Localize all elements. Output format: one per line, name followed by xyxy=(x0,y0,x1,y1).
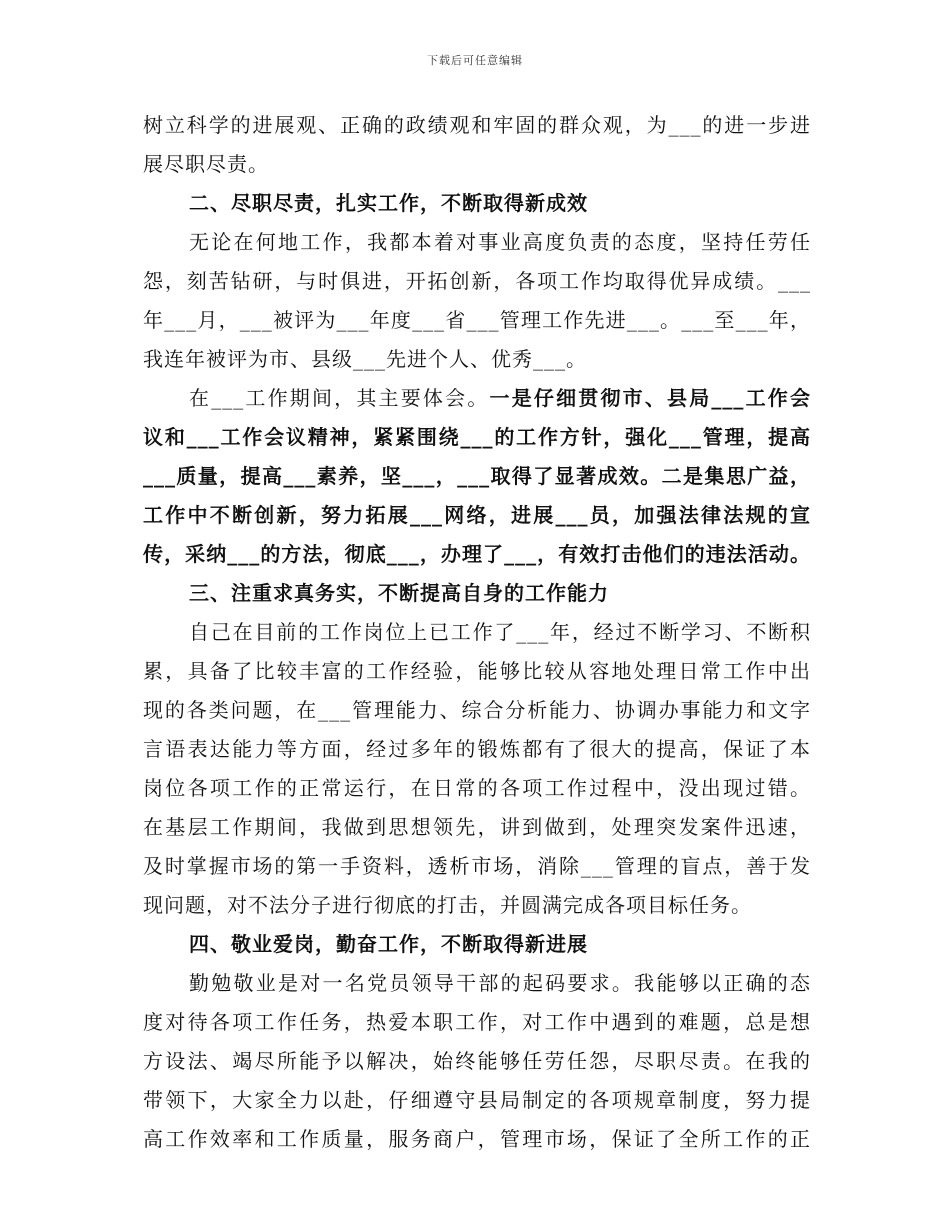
section-heading: 三、注重求真务实，不断提高自身的工作能力 xyxy=(189,581,609,605)
text-line: 言语表达能力等方面，经过多年的锻炼都有了很大的提高，保证了本 xyxy=(143,737,811,761)
paragraph xyxy=(143,964,811,1159)
text-line: 勤勉敬业是对一名党员领导干部的起码要求。我能够以正确的态 xyxy=(189,971,811,995)
paragraph xyxy=(143,613,811,925)
text-line: 方设法、竭尽所能予以解决，始终能够任劳任怨，尽职尽责。在我的 xyxy=(143,1049,811,1073)
normal-text: 在___工作期间，其主要体会。 xyxy=(189,386,490,410)
text-line: 展尽职尽责。 xyxy=(143,152,269,176)
text-line: ___质量，提高___素养，坚___，___取得了显著成效。二是集思广益， xyxy=(143,464,811,488)
text-line: 年___月，___被评为___年度___省___管理工作先进___。___至___年， xyxy=(143,308,811,332)
text-line: 怨，刻苦钻研，与时俱进，开拓创新，各项工作均取得优异成绩。___ xyxy=(143,269,811,293)
bold-text: 一是仔细贯彻市、县局___工作会 xyxy=(489,386,811,410)
text-line xyxy=(143,379,811,418)
section-heading: 二、尽职尽责，扎实工作，不断取得新成效 xyxy=(189,191,588,215)
text-line: 现问题，对不法分子进行彻底的打击，并圆满完成各项目标任务。 xyxy=(143,893,752,917)
text-line: 岗位各项工作的正常运行，在日常的各项工作过程中，没出现过错。 xyxy=(143,776,811,800)
text-line: 我连年被评为市、县级___先进个人、优秀___。 xyxy=(143,347,587,371)
text-line: 传，采纳___的方法，彻底___，办理了___，有效打击他们的违法活动。 xyxy=(143,542,811,566)
text-line: 自己在目前的工作岗位上已工作了___年，经过不断学习、不断积 xyxy=(189,620,811,644)
section-heading: 四、敬业爱岗，勤奋工作，不断取得新进展 xyxy=(189,932,588,956)
text-line: 高工作效率和工作质量，服务商户，管理市场，保证了全所工作的正 xyxy=(143,1127,811,1151)
text-line: 树立科学的进展观、正确的政绩观和牢固的群众观，为___的进一步进 xyxy=(143,113,811,137)
text-line: 现的各类问题，在___管理能力、综合分析能力、协调办事能力和文字 xyxy=(143,698,811,722)
text-line: 度对待各项工作任务，热爱本职工作，对工作中遇到的难题，总是想 xyxy=(143,1010,811,1034)
document-body xyxy=(143,106,811,1159)
paragraph xyxy=(143,223,811,379)
text-line: 带领下，大家全力以赴，仔细遵守县局制定的各项规章制度，努力提 xyxy=(143,1088,811,1112)
text-line: 无论在何地工作，我都本着对事业高度负责的态度，坚持任劳任 xyxy=(189,230,811,254)
text-line: 工作中不断创新，努力拓展___网络，进展___员，加强法律法规的宣 xyxy=(143,503,811,527)
page-header: 下载后可任意编辑 xyxy=(427,54,523,67)
paragraph xyxy=(143,106,811,184)
text-line: 及时掌握市场的第一手资料，透析市场，消除___管理的盲点，善于发 xyxy=(143,854,811,878)
text-line: 议和___工作会议精神，紧紧围绕___的工作方针，强化___管理，提高 xyxy=(143,425,811,449)
text-line: 在基层工作期间，我做到思想领先，讲到做到，处理突发案件迅速， xyxy=(143,815,811,839)
paragraph xyxy=(143,379,811,574)
text-line: 累，具备了比较丰富的工作经验，能够比较从容地处理日常工作中出 xyxy=(143,659,811,683)
